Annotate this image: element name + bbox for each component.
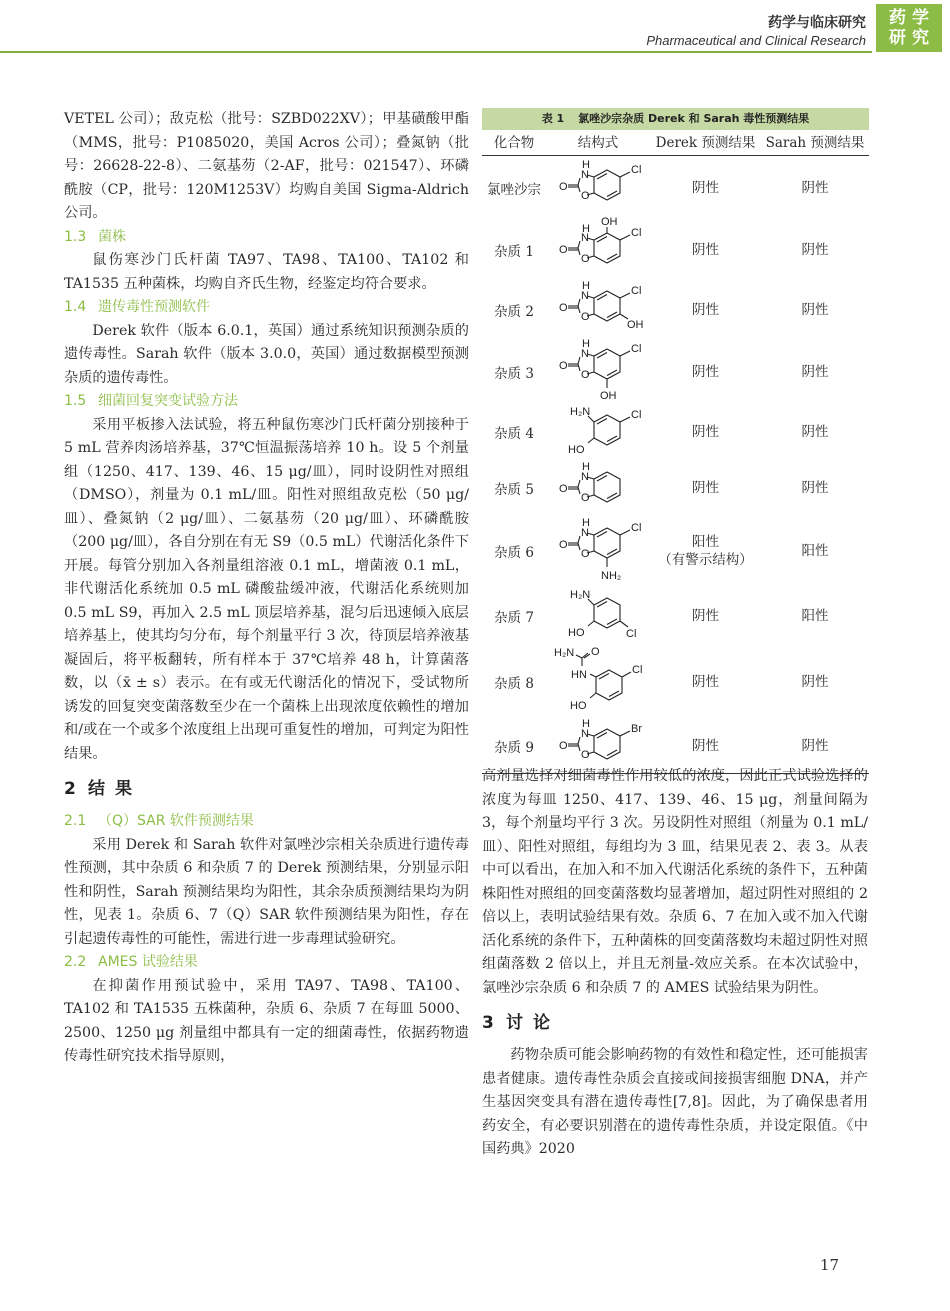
compound-name: 杂质 1	[494, 244, 534, 260]
svg-text:O: O	[559, 539, 568, 551]
svg-text:H: H	[582, 159, 590, 171]
section-1-3-heading: 1.3 菌株	[64, 228, 126, 245]
svg-text:O: O	[559, 244, 568, 256]
svg-text:OH: OH	[600, 390, 617, 402]
section-3-heading: 3 讨论	[482, 1013, 560, 1033]
table-row	[482, 404, 869, 460]
paragraph-discussion: 药物杂质可能会影响药物的有效性和稳定性，还可能损害患者健康。遗传毒性杂质会直接或间接损害细胞 DNA，并产生基因突变具有潜在遗传毒性[7,8]。因此，为了确保患者用药安全，有必要识别潜在的遗传毒性杂质，并设定限值。《中国药典》2020	[482, 1047, 868, 1157]
svg-text:O: O	[581, 492, 590, 504]
impurity-8-structure	[546, 647, 650, 717]
structure-cell	[546, 717, 650, 772]
sarah-result: 阳性	[801, 543, 829, 559]
derek-result: 阴性	[692, 674, 719, 690]
svg-text:O: O	[559, 302, 568, 314]
table-row	[482, 646, 869, 718]
table-row	[482, 460, 869, 516]
svg-text:N: N	[581, 471, 589, 483]
sarah-result: 阴性	[801, 242, 829, 258]
header-derek: Derek 预测结果	[655, 135, 756, 151]
table-row	[482, 280, 869, 340]
sarah-result: 阴性	[801, 674, 829, 690]
compound-name: 杂质 8	[494, 676, 534, 692]
derek-result: 阴性	[692, 424, 719, 440]
compound-name: 杂质 9	[494, 739, 534, 756]
derek-result: 阴性	[692, 364, 719, 380]
impurity-4-structure	[546, 406, 650, 458]
derek-result: 阴性	[692, 242, 719, 258]
page-number: 17	[820, 1256, 840, 1274]
journal-logo: 药学 研究	[876, 4, 942, 52]
svg-text:Cl: Cl	[631, 164, 642, 176]
section-1-4-heading: 1.4 遗传毒性预测软件	[64, 299, 210, 315]
derek-result: 阴性	[692, 180, 719, 196]
svg-text:O: O	[581, 190, 590, 202]
svg-text:O: O	[581, 253, 590, 265]
svg-text:H: H	[582, 517, 590, 529]
structure-cell	[546, 463, 650, 513]
table-row	[482, 156, 869, 220]
svg-text:H₂N: H₂N	[554, 647, 575, 659]
table-row	[482, 216, 869, 280]
svg-text:N: N	[581, 527, 589, 539]
svg-text:N: N	[581, 290, 589, 302]
structure-cell	[546, 216, 650, 278]
svg-text:O: O	[559, 360, 568, 372]
impurity-9-structure	[546, 717, 650, 772]
sarah-result: 阳性	[801, 608, 829, 624]
header-structure: 结构式	[577, 135, 619, 151]
svg-text:OH: OH	[627, 319, 644, 331]
structure-cell	[546, 338, 650, 402]
svg-text:O: O	[581, 748, 590, 761]
svg-text:O: O	[581, 311, 590, 323]
svg-text:Cl: Cl	[631, 343, 642, 355]
derek-result: 阴性	[692, 302, 719, 318]
svg-text:O: O	[559, 739, 568, 752]
table-caption: 表 1 氯唑沙宗杂质 Derek 和 Sarah 毒性预测结果	[482, 108, 869, 130]
paragraph-method: 采用平板掺入法试验，将五种鼠伤寒沙门氏杆菌分别接种于 5 mL 营养肉汤培养基，37℃恒温振荡培养 10 h。设 5 个剂量组（1250、417、139、46、15 μg/皿），同时设阴性对照组（DMSO），剂量为 0.1 mL/皿。阳性对照组敌克松（50 μg/皿）、叠氮钠（2 μg/皿）、二氨基芴（20 μg/皿）、环磷酰胺（200 μg/皿），各自分别在有无 S9（0.5 mL）代谢活化条件下开展。每管分别加入各剂量组溶液 0.1 mL，增菌液 0.1 mL，非代谢活化系统加 0.5 mL 磷酸盐缓冲液，代谢活化系统则加 0.5 mL S9，再加入 2.5 mL 顶层培养基，混匀后迅速倾入底层培养基上，使其均匀分布，每个剂量平行 3 次，待顶层培养液基凝固后，将平板翻转，所有样本于 37℃培养 48 h，计算菌落数，以（x̄ ± s）表示。在有或无代谢活化的情况下，受试物所诱发的回复突变菌落数至少在一个菌株上出现浓度依赖性的增加和/或在一个或多个浓度组上出现可重复性的增加，可判定为阳性结果。	[64, 416, 469, 762]
right-column	[482, 765, 868, 1162]
paragraph-ames-results: 在抑菌作用预试验中，采用 TA97、TA98、TA100、TA102 和 TA1535 五株菌种，杂质 6、杂质 7 在每皿 5000、2500、1250 μg 剂量组中都具有一定的细菌毒性，依据药物遗传毒性研究技术指导原则，	[64, 977, 469, 1064]
svg-text:O: O	[559, 181, 568, 193]
structure-cell	[546, 282, 650, 338]
table-row	[482, 586, 869, 646]
svg-text:HO: HO	[568, 444, 585, 456]
svg-text:HO: HO	[570, 700, 587, 712]
compound-name: 杂质 3	[494, 366, 534, 382]
svg-text:H₂N: H₂N	[570, 589, 591, 601]
structure-cell	[546, 161, 650, 215]
svg-text:O: O	[581, 548, 590, 560]
svg-text:O: O	[591, 646, 600, 658]
svg-text:N: N	[581, 232, 589, 244]
svg-text:Cl: Cl	[626, 628, 637, 640]
impurity-2-structure	[546, 282, 650, 338]
svg-text:OH: OH	[601, 216, 618, 228]
impurity-6-structure	[546, 519, 650, 583]
svg-text:N: N	[581, 727, 589, 740]
table-row	[482, 340, 869, 404]
derek-alert-note: （有警示结构）	[658, 552, 753, 568]
compound-name: 杂质 6	[494, 545, 534, 561]
derek-result: 阴性	[692, 608, 719, 624]
derek-result: 阳性 （有警示结构）	[650, 533, 761, 569]
derek-result: 阴性	[692, 480, 719, 496]
structure-cell	[546, 406, 650, 458]
svg-text:H: H	[582, 338, 590, 350]
svg-text:HO: HO	[568, 627, 585, 639]
sarah-result: 阴性	[801, 302, 829, 318]
svg-text:H: H	[582, 717, 590, 730]
structure-cell	[546, 519, 650, 583]
svg-text:Cl: Cl	[631, 522, 642, 534]
svg-text:NH₂: NH₂	[601, 570, 622, 582]
svg-text:Cl: Cl	[631, 409, 642, 421]
sarah-result: 阴性	[801, 364, 829, 380]
compound-name: 氯唑沙宗	[487, 182, 541, 198]
svg-text:H: H	[582, 280, 590, 292]
journal-title-en: Pharmaceutical and Clinical Research	[646, 33, 866, 48]
svg-text:O: O	[581, 369, 590, 381]
header-sarah: Sarah 预测结果	[765, 135, 865, 151]
svg-text:HN: HN	[571, 669, 587, 681]
section-2-2-heading: 2.2 AMES 试验结果	[64, 954, 198, 970]
svg-text:Cl: Cl	[631, 285, 642, 297]
compound-name: 杂质 2	[494, 304, 534, 320]
svg-text:Cl: Cl	[631, 227, 642, 239]
svg-text:H: H	[582, 223, 590, 235]
svg-text:H: H	[582, 461, 590, 473]
derek-result: 阴性	[692, 737, 719, 754]
svg-text:N: N	[581, 169, 589, 181]
paragraph-strains: 鼠伤寒沙门氏杆菌 TA97、TA98、TA100、TA102 和 TA1535 五种菌株，均购自齐氏生物，经鉴定均符合要求。	[64, 252, 469, 292]
sarah-result: 阴性	[801, 424, 829, 440]
svg-text:Cl: Cl	[632, 664, 643, 676]
paragraph-reagents: VETEL 公司）；敌克松（批号：SZBD022XV）；甲基磺酸甲酯（MMS，批号：P1085020，美国 Acros 公司）；叠氮钠（批号：26628-22-8）、二氨基芴（2-AF，批号：021547）、环磷酰胺（CP，批号：120M1253V）均购自美国 Sigma-Aldrich 公司。	[64, 111, 469, 221]
compound-name: 杂质 5	[494, 482, 534, 498]
section-1-5-heading: 1.5 细菌回复突变试验方法	[64, 393, 238, 409]
svg-text:N: N	[581, 348, 589, 360]
left-column	[64, 108, 469, 1069]
sarah-result: 阴性	[801, 180, 829, 196]
structure-cell	[546, 647, 650, 717]
compound-name: 杂质 7	[494, 610, 534, 626]
impurity-3-structure	[546, 338, 650, 402]
structure-cell	[546, 589, 650, 643]
paragraph-software: Derek 软件（版本 6.0.1，英国）通过系统知识预测杂质的遗传毒性。Sarah 软件（版本 3.0.0，英国）通过数据模型预测杂质的遗传毒性。	[64, 322, 469, 386]
paragraph-qsar-results: 采用 Derek 和 Sarah 软件对氯唑沙宗相关杂质进行遗传毒性预测，其中杂质 6 和杂质 7 的 Derek 预测结果，分别显示阳性和阴性，Sarah 预测结果均为阳性，其余杂质预测结果均为阴性，见表 1。杂质 6、7（Q）SAR 软件预测结果为阳性，存在引起遗传毒性的可能性，需进行进一步毒理试验研究。	[64, 836, 469, 947]
journal-title-cn: 药学与临床研究	[768, 15, 866, 31]
table-row	[482, 516, 869, 586]
header-compound: 化合物	[493, 135, 535, 151]
impurity-5-structure	[546, 463, 650, 513]
impurity-1-structure	[546, 216, 650, 278]
svg-text:Br: Br	[631, 722, 642, 735]
table-1	[482, 108, 869, 774]
svg-text:H₂N: H₂N	[570, 406, 591, 418]
paragraph-ames-continued: 高剂量选择对细菌毒性作用较低的浓度，因此正式试验选择的浓度为每皿 1250、417、139、46、15 μg，剂量间隔为 3，每个剂量均平行 3 次。另设阴性对照组（剂量为 0.1 mL/皿）、阳性对照组，每组均为 3 皿，结果见表 2、表 3。从表中可以看出，在加入和不加入代谢活化系统的条件下，五种菌株阳性对照组的回变菌落数均显著增加，超过阴性对照组的 2 倍以上，表明试验结果有效。杂质 6、7 在加入或不加入代谢活化系统的条件下，五种菌株的回变菌落数均未超过阴性对照组菌落数 2 倍以上，并且无剂量-效应关系。在本次试验中，氯唑沙宗杂质 6 和杂质 7 的 AMES 试验结果为阴性。	[482, 768, 868, 996]
header-rule	[0, 51, 872, 53]
svg-text:O: O	[559, 483, 568, 495]
table-header-row	[482, 130, 869, 156]
compound-name: 杂质 4	[494, 426, 534, 442]
section-2-heading: 2 结果	[64, 779, 142, 799]
chlorzoxazone-structure	[546, 161, 650, 215]
sarah-result: 阴性	[801, 737, 829, 754]
section-2-1-heading: 2.1 （Q）SAR 软件预测结果	[64, 813, 254, 829]
sarah-result: 阴性	[801, 480, 829, 496]
impurity-7-structure	[546, 589, 650, 643]
